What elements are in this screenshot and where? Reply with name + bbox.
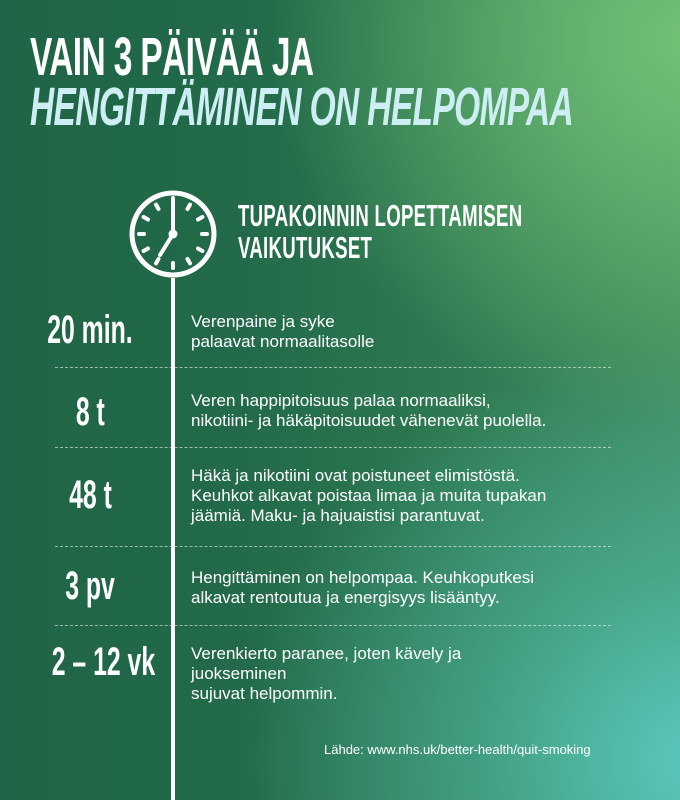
- row-separator: [55, 447, 611, 448]
- timeline-time: 20 min.: [47, 308, 133, 352]
- section-title: [238, 200, 522, 264]
- timeline-time: 2 – 12 vk: [51, 640, 156, 684]
- timeline-description: Veren happipitoisuus palaa normaaliksi, nikotiini- ja häkäpitoisuudet vähenevät puolella.: [191, 391, 547, 430]
- headline: [30, 27, 574, 137]
- timeline-description: Verenkierto paranee, joten kävely ja juokseminen sujuvat helpommin.: [191, 644, 462, 703]
- section-title-line-2: VAIKUTUKSET: [238, 230, 373, 265]
- timeline-line: [171, 278, 175, 800]
- row-separator: [55, 546, 611, 547]
- row-separator: [55, 367, 611, 368]
- section-title-line-1: TUPAKOINNIN LOPETTAMISEN: [238, 198, 523, 233]
- source-citation: Lähde: www.nhs.uk/better-health/quit-smoking: [324, 742, 591, 757]
- timeline-description: Häkä ja nikotiini ovat poistuneet elimistöstä. Keuhkot alkavat poistaa limaa ja muita tupakan jäämiä. Maku- ja hajuaistisi parantuvat.: [191, 466, 547, 525]
- timeline-time: 8 t: [75, 390, 105, 434]
- timeline-description: Verenpaine ja syke palaavat normaalitasolle: [191, 312, 375, 351]
- headline-line-1: VAIN 3 PÄIVÄÄ JA: [30, 27, 314, 87]
- row-separator: [55, 625, 611, 626]
- timeline-time: 48 t: [68, 473, 112, 517]
- clock-icon: [127, 188, 219, 280]
- headline-line-2: HENGITTÄMINEN ON HELPOMPAA: [30, 77, 574, 137]
- timeline-description: Hengittäminen on helpompaa. Keuhkoputkesi alkavat rentoutua ja energisyys lisääntyy.: [191, 568, 535, 607]
- timeline-time: 3 pv: [65, 564, 115, 608]
